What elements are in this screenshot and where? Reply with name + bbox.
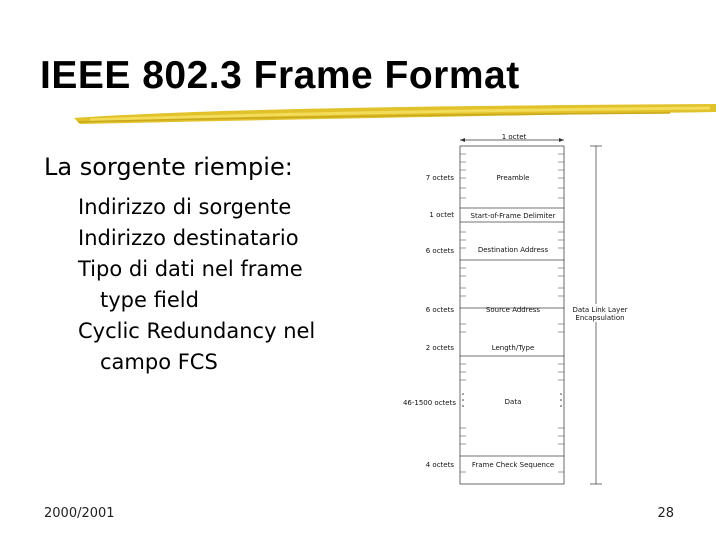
field-size-data: 46-1500 octets xyxy=(402,399,456,407)
field-name-fcs: Frame Check Sequence xyxy=(471,461,555,469)
field-name-length-type: Length/Type xyxy=(491,344,535,352)
field-name-data: Data xyxy=(504,398,522,406)
field-name-sfd: Start-of-Frame Delimiter xyxy=(470,212,556,220)
encapsulation-label-line-1: Data Link Layer xyxy=(572,306,628,314)
field-size-source: 6 octets xyxy=(425,306,454,314)
field-name-preamble: Preamble xyxy=(496,174,530,182)
bullet-item-continuation: type field xyxy=(100,288,199,312)
field-name-destination: Destination Address xyxy=(477,246,549,254)
field-name-source: Source Address xyxy=(485,306,541,314)
field-size-fcs: 4 octets xyxy=(425,461,454,469)
page-number: 28 xyxy=(657,506,674,521)
field-size-length-type: 2 octets xyxy=(425,344,454,352)
bullet-item: Indirizzo di sorgente xyxy=(78,195,292,219)
bullet-list xyxy=(44,152,315,378)
octet-width-label: 1 octet xyxy=(501,133,527,141)
frame-box xyxy=(460,146,564,484)
field-size-sfd: 1 octet xyxy=(429,211,454,219)
bullet-item: Tipo di dati nel frame xyxy=(78,257,303,281)
encapsulation-label-line-2: Encapsulation xyxy=(575,314,625,322)
field-size-preamble: 7 octets xyxy=(425,174,454,182)
bullet-item: Cyclic Redundancy nel xyxy=(78,319,316,343)
bullet-lead: La sorgente riempie: xyxy=(44,153,293,181)
bullet-item-continuation: campo FCS xyxy=(100,350,218,374)
field-size-destination: 6 octets xyxy=(425,247,454,255)
bullet-item: Indirizzo destinatario xyxy=(78,226,299,250)
slide-title: IEEE 802.3 Frame Format xyxy=(40,54,520,97)
title-underline-decoration xyxy=(70,96,720,130)
footer-date: 2000/2001 xyxy=(44,506,115,521)
frame-format-diagram xyxy=(400,128,640,490)
